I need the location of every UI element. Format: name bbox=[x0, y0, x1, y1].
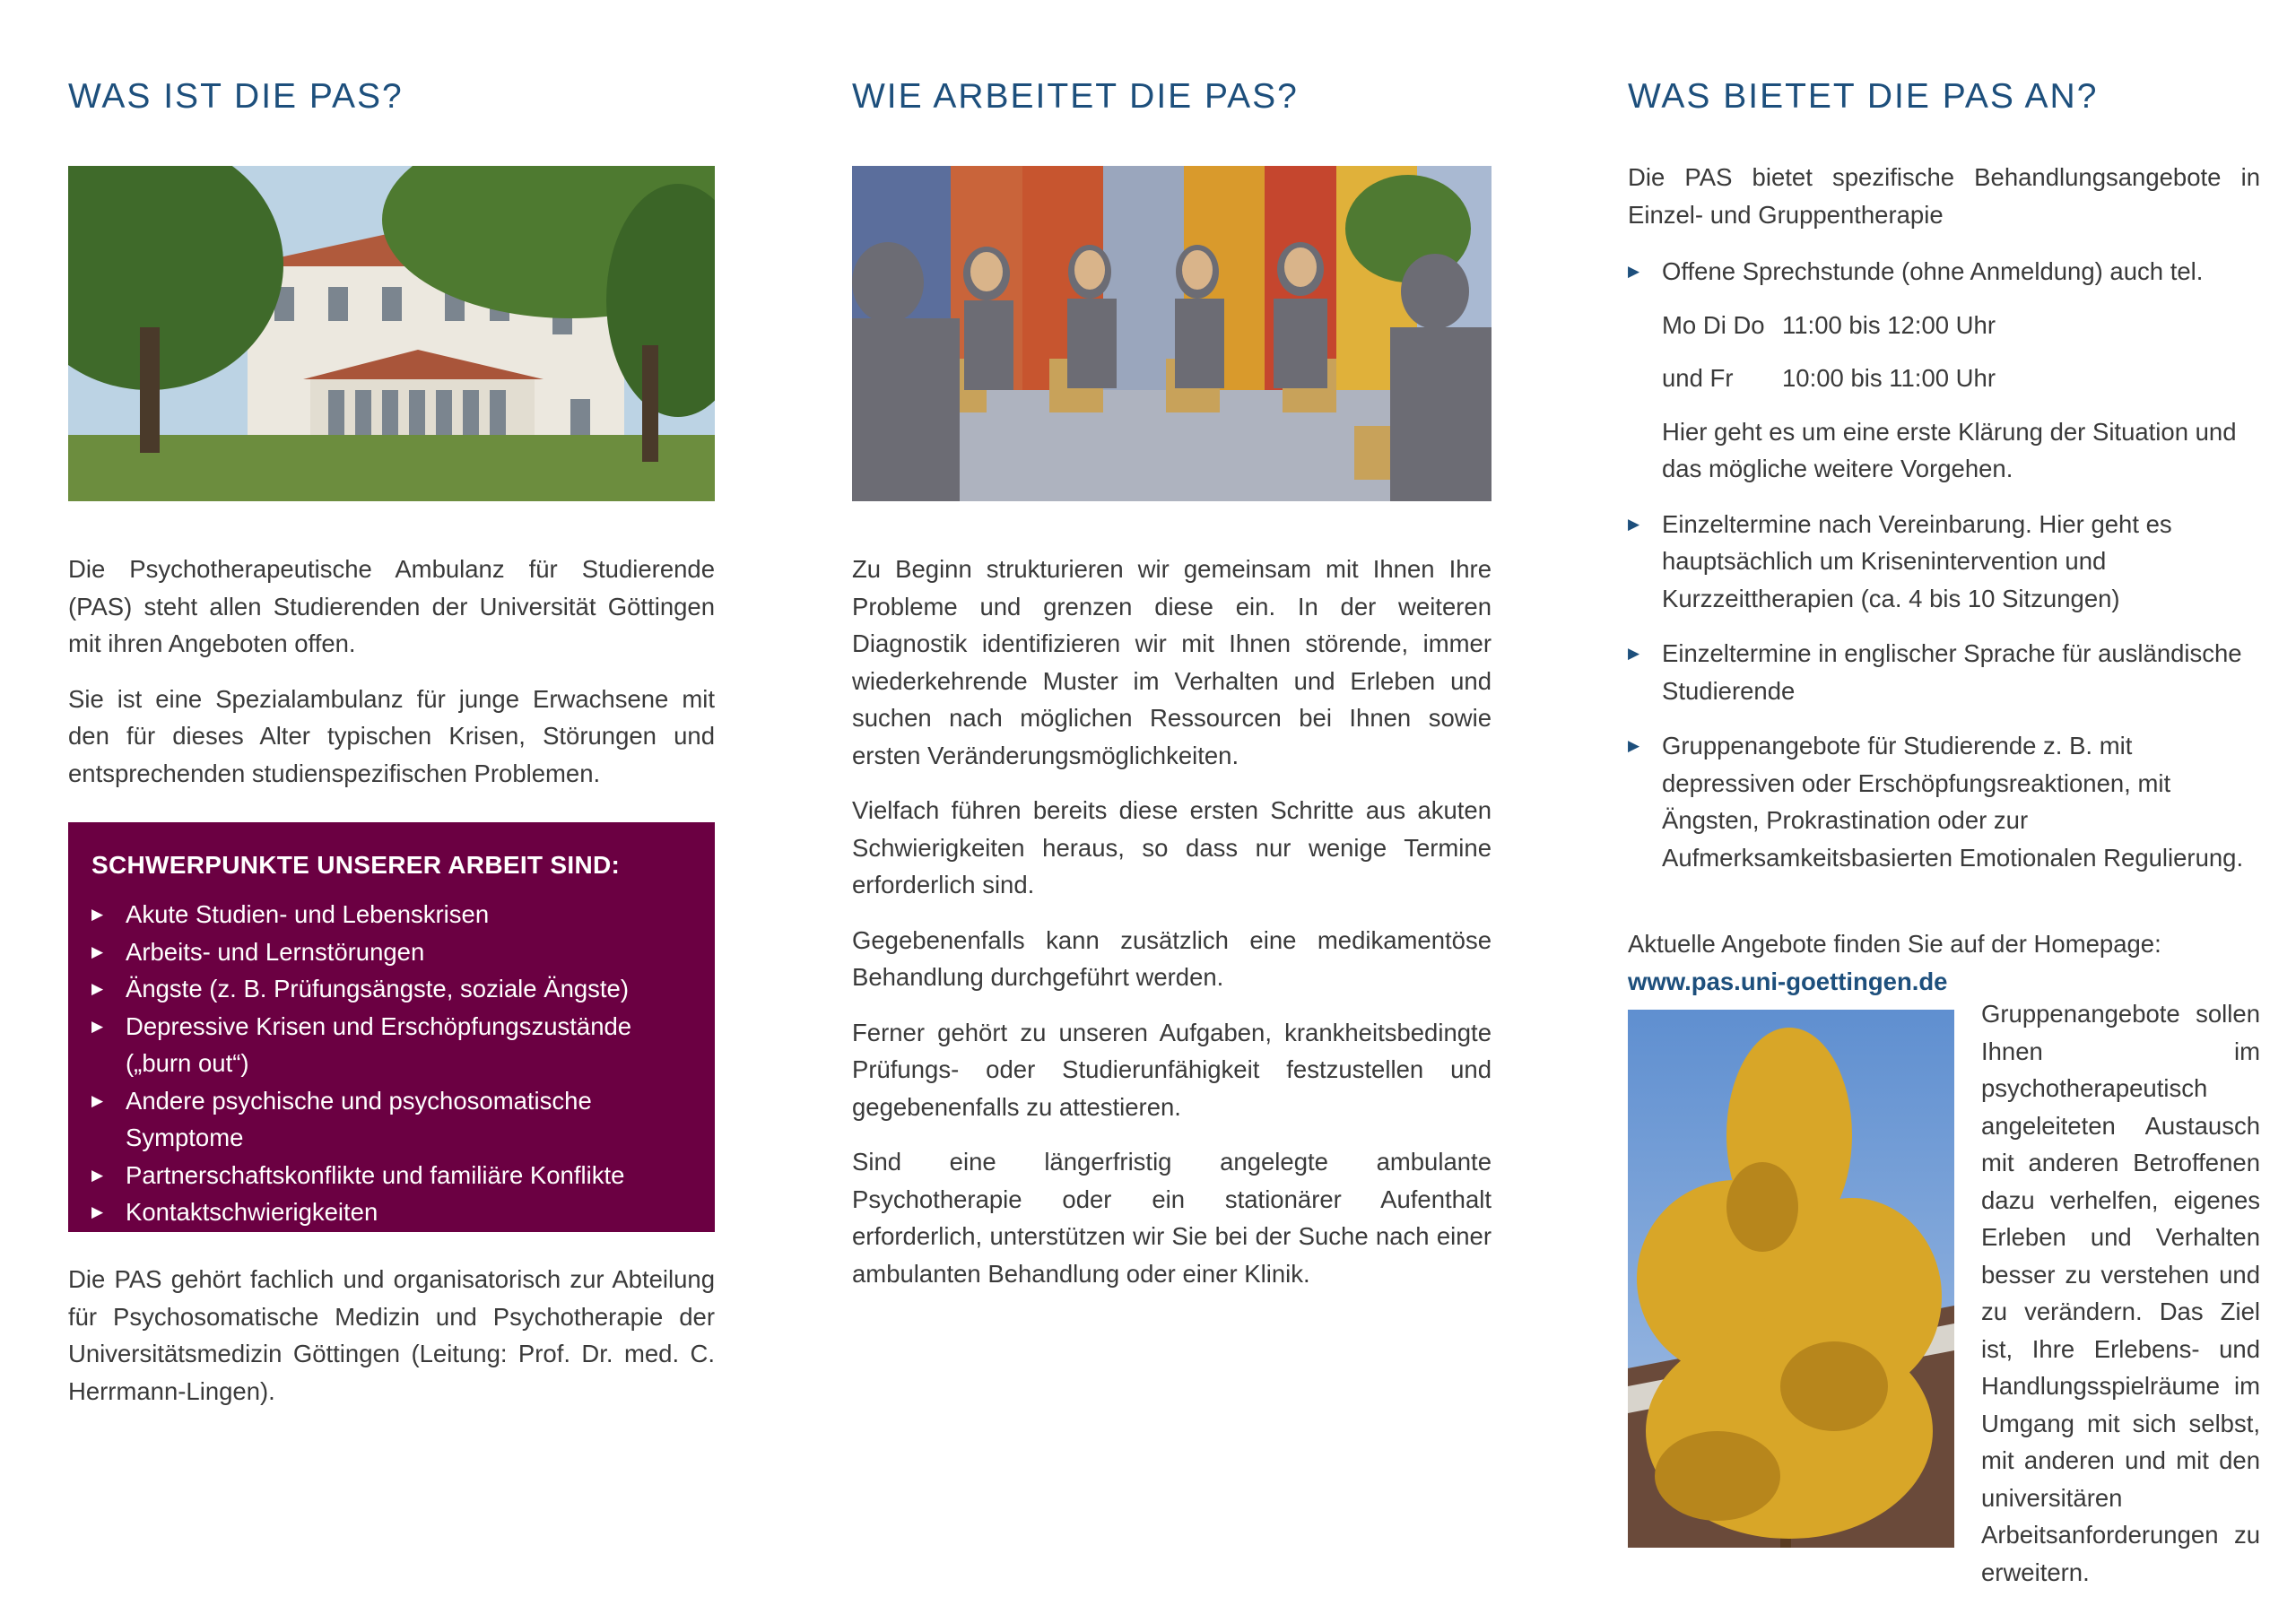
triangle-bullet-icon: ▶ bbox=[91, 1091, 104, 1109]
focus-item: ▶ Depressive Krisen und Erschöpfungszustände („burn out“) bbox=[91, 1008, 691, 1082]
offer-item-english bbox=[1628, 635, 2260, 709]
hours-time: 11:00 bis 12:00 Uhr bbox=[1782, 310, 1996, 339]
offer-text: Gruppenangebote für Studierende z. B. mit depressiven oder Erschöpfungsreaktionen, mit Ängsten, Prokrastination oder zur Aufmerksamkeitsbasierten Emotionalen Regulierung. bbox=[1662, 732, 2244, 872]
offer-item-groups bbox=[1628, 727, 2260, 876]
heading-wie-arbeitet: WIE ARBEITET DIE PAS? bbox=[852, 77, 1299, 116]
focus-box-title: SCHWERPUNKTE UNSERER ARBEIT SIND: bbox=[91, 851, 621, 879]
focus-item: ▶ Akute Studien- und Lebenskrisen bbox=[91, 896, 691, 933]
triangle-bullet-icon: ▶ bbox=[91, 980, 104, 997]
heading-was-bietet: WAS BIETET DIE PAS AN? bbox=[1628, 77, 2099, 116]
focus-item: ▶ Arbeits- und Lernstörungen bbox=[91, 933, 691, 971]
homepage-link[interactable]: www.pas.uni-goettingen.de bbox=[1628, 967, 1948, 995]
col2-paragraph: Ferner gehört zu unseren Aufgaben, krankheitsbedingte Prüfungs- oder Studierunfähigkeit festzustellen und gegebenenfalls zu attestieren. bbox=[852, 1018, 1492, 1121]
open-hours-note: Hier geht es um eine erste Klärung der Situation und das mögliche weitere Vorgehen. bbox=[1662, 417, 2237, 482]
homepage-text: Aktuelle Angebote finden Sie auf der Homepage: bbox=[1628, 930, 2161, 958]
hours-days: und Fr bbox=[1662, 364, 1734, 392]
group-photo bbox=[852, 166, 1492, 501]
col1-paragraph: Sie ist eine Spezialambulanz für junge Erwachsene mit den für dieses Alter typischen Krisen, Störungen und entsprechenden studienspezifischen Problemen. bbox=[68, 684, 715, 787]
col1-footer bbox=[68, 1261, 715, 1428]
focus-list bbox=[91, 896, 691, 1231]
offer-text: Einzeltermine in englischer Sprache für ausländische Studierende bbox=[1662, 639, 2242, 705]
homepage-block bbox=[1628, 925, 2260, 1000]
group-side-text bbox=[1981, 995, 2260, 1609]
col3-intro-paragraph: Die PAS bietet spezifische Behandlungsangebote in Einzel- und Gruppentherapie bbox=[1628, 163, 2260, 229]
hours-row bbox=[1662, 307, 2260, 344]
focus-item: ▶ Partnerschaftskonflikte und familiäre Konflikte bbox=[91, 1157, 691, 1194]
col1-footer-paragraph: Die PAS gehört fachlich und organisatorisch zur Abteilung für Psychosomatische Medizin und Psychotherapie der Universitätsmedizin Göttingen (Leitung: Prof. Dr. med. C. Herrmann-Lingen). bbox=[68, 1265, 715, 1405]
triangle-bullet-icon: ▶ bbox=[1628, 263, 1640, 280]
col3-intro bbox=[1628, 159, 2260, 251]
building-photo bbox=[68, 166, 715, 501]
focus-item: ▶ Kontaktschwierigkeiten bbox=[91, 1193, 691, 1231]
hours-days: Mo Di Do bbox=[1662, 310, 1765, 339]
col2-paragraph: Zu Beginn strukturieren wir gemeinsam mit Ihnen Ihre Probleme und grenzen diese ein. In der weiteren Diagnostik identifizieren wir mit Ihnen störende, immer wiederkehrende Muster im Verhalten und Erleben und suchen nach möglichen Ressourcen bei Ihnen sowie ersten Veränderungsmöglichkeiten. bbox=[852, 555, 1492, 769]
offer-list bbox=[1628, 253, 2260, 894]
col1-paragraph: Die Psychotherapeutische Ambulanz für Studierende (PAS) steht allen Studierenden der Universität Göttingen mit ihren Angeboten offen. bbox=[68, 555, 715, 657]
triangle-bullet-icon: ▶ bbox=[91, 942, 104, 960]
tree-photo bbox=[1628, 1010, 1954, 1548]
focus-item: ▶ Ängste (z. B. Prüfungsängste, soziale Ängste) bbox=[91, 970, 691, 1008]
heading-was-ist: WAS IST DIE PAS? bbox=[68, 77, 404, 116]
offer-text: Einzeltermine nach Vereinbarung. Hier geht es hauptsächlich um Krisenintervention und Kurzzeittherapien (ca. 4 bis 10 Sitzungen) bbox=[1662, 509, 2172, 612]
triangle-bullet-icon: ▶ bbox=[91, 1017, 104, 1035]
col2-body bbox=[852, 551, 1492, 1310]
focus-item: ▶ Andere psychische und psychosomatische Symptome bbox=[91, 1082, 691, 1157]
triangle-bullet-icon: ▶ bbox=[91, 906, 104, 923]
triangle-bullet-icon: ▶ bbox=[1628, 645, 1640, 662]
hours-row bbox=[1662, 360, 2260, 397]
hours-time: 10:00 bis 11:00 Uhr bbox=[1782, 364, 1996, 392]
triangle-bullet-icon: ▶ bbox=[91, 1166, 104, 1184]
open-hours-text: Offene Sprechstunde (ohne Anmeldung) auch tel. bbox=[1662, 257, 2204, 285]
offer-item-individual bbox=[1628, 506, 2260, 618]
group-side-paragraph: Gruppenangebote sollen Ihnen im psychotherapeutisch angeleiteten Austausch mit anderen Betroffenen dazu verhelfen, eigenes Erleben und Verhalten besser zu verstehen und zu verändern. Das Ziel ist, Ihre Erlebens- und Handlungsspielräume im Umgang mit sich selbst, mit anderen und mit den universitären Arbeitsanforderungen zu erweitern. bbox=[1981, 1000, 2260, 1586]
triangle-bullet-icon: ▶ bbox=[1628, 515, 1640, 533]
col2-paragraph: Sind eine längerfristig angelegte ambulante Psychotherapie oder ein stationärer Aufenthalt erforderlich, unterstützen wir Sie bei der Suche nach einer ambulanten Behandlung oder einer Klinik. bbox=[852, 1148, 1492, 1288]
col1-intro bbox=[68, 551, 715, 810]
triangle-bullet-icon: ▶ bbox=[91, 1203, 104, 1220]
col2-paragraph: Gegebenenfalls kann zusätzlich eine medikamentöse Behandlung durchgeführt werden. bbox=[852, 925, 1492, 991]
focus-box bbox=[68, 822, 715, 1232]
col2-paragraph: Vielfach führen bereits diese ersten Schritte aus akuten Schwierigkeiten heraus, so dass nur wenige Termine erforderlich sind. bbox=[852, 796, 1492, 898]
triangle-bullet-icon: ▶ bbox=[1628, 737, 1640, 754]
offer-item-open-hours bbox=[1628, 253, 2260, 488]
